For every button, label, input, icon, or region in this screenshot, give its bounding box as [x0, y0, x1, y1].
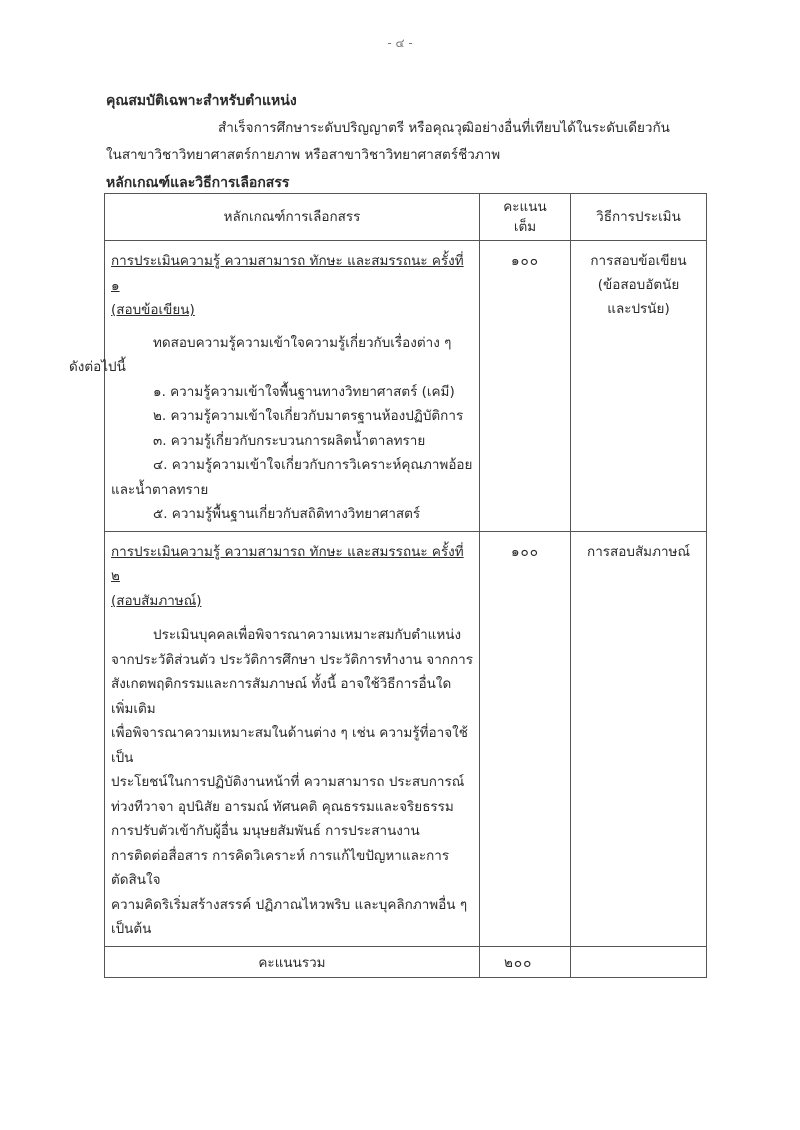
total-method-cell — [571, 946, 707, 977]
criterion-intro — [69, 331, 473, 380]
criterion-item: ๒. ความรู้ความเข้าใจเกี่ยวกับมาตรฐานห้องปฏิบัติการ — [153, 408, 464, 424]
description-line: ท่วงทีวาจา อุปนิสัย อารมณ์ ทัศนคติ คุณธรรมและจริยธรรม — [111, 798, 454, 815]
criterion-item: ๓. ความรู้เกี่ยวกับกระบวนการผลิตน้ำตาลทราย — [153, 432, 426, 449]
criterion-title-line1: การประเมินความรู้ ความสามารถ ทักษะ และสมรรถนะ ครั้งที่ ๑ — [111, 253, 464, 294]
description-line: การปรับตัวเข้ากับผู้อื่น มนุษยสัมพันธ์ การประสานงาน — [111, 823, 420, 839]
table-row — [105, 241, 707, 532]
criterion-item: ๕. ความรู้พื้นฐานเกี่ยวกับสถิติทางวิทยาศาสตร์ — [153, 506, 421, 522]
criterion-intro-line2: ดังต่อไปนี้ — [69, 359, 126, 375]
criterion-intro-line1: ทดสอบความรู้ความเข้าใจความรู้เกี่ยวกับเรื่องต่าง ๆ — [153, 334, 452, 351]
criterion-item: ๑. ความรู้ความเข้าใจพื้นฐานทางวิทยาศาสตร์ (เคมี) — [153, 383, 455, 400]
full-score-label-line1: คะแนน — [503, 199, 547, 215]
method-cell — [571, 241, 707, 532]
qualifications-text-line1: สำเร็จการศึกษาระดับปริญญาตรี หรือคุณวุฒิอย่างอื่นที่เทียบได้ในระดับเดียวกัน — [218, 120, 670, 136]
qualifications-heading: คุณสมบัติเฉพาะสำหรับตำแหน่ง — [106, 93, 297, 109]
table-row — [105, 531, 707, 946]
description-line: การติดต่อสื่อสาร การคิดวิเคราะห์ การแก้ไขปัญหาและการตัดสินใจ — [111, 847, 450, 888]
description-line: เพื่อพิจารณาความเหมาะสมในด้านต่าง ๆ เช่น ความรู้ที่อาจใช้เป็น — [111, 725, 468, 766]
method-cell — [571, 531, 707, 946]
full-score-label-line2: เต็ม — [513, 219, 537, 235]
criterion-item-continuation: และน้ำตาลทราย — [111, 481, 209, 498]
total-label: คะแนนรวม — [105, 946, 480, 977]
criterion-item: ๔. ความรู้ความเข้าใจเกี่ยวกับการวิเคราะห์คุณภาพอ้อย — [153, 457, 473, 473]
description-line: ประเมินบุคคลเพื่อพิจารณาความเหมาะสมกับตำแหน่ง — [153, 627, 462, 643]
column-header-criterion: หลักเกณฑ์การเลือกสรร — [105, 194, 480, 241]
method-line3: และปรนัย) — [607, 301, 670, 317]
method-line2: (ข้อสอบอัตนัย — [597, 277, 680, 293]
description-line: จากประวัติส่วนตัว ประวัติการศึกษา ประวัติการทำงาน จากการ — [111, 651, 473, 668]
total-score: ๒๐๐ — [480, 946, 571, 977]
page-number: - ๔ - — [387, 36, 413, 50]
criterion-description — [111, 623, 473, 942]
criterion-title-line2: (สอบสัมภาษณ์) — [111, 592, 202, 609]
description-line: สังเกตพฤติกรรมและการสัมภาษณ์ ทั้งนี้ อาจใช้วิธีการอื่นใดเพิ่มเติม — [111, 676, 452, 717]
qualifications-text-line2: ในสาขาวิชาวิทยาศาสตร์กายภาพ หรือสาขาวิชาวิทยาศาสตร์ชีวภาพ — [106, 147, 501, 163]
criteria-table — [69, 193, 707, 978]
criterion-title-line2: (สอบข้อเขียน) — [111, 302, 195, 318]
column-header-method: วิธีการประเมิน — [571, 194, 707, 241]
total-row — [105, 946, 707, 977]
criteria-heading: หลักเกณฑ์และวิธีการเลือกสรร — [106, 175, 290, 191]
full-score-cell: ๑๐๐ — [480, 241, 571, 532]
table-header-row — [105, 194, 707, 241]
description-line: ความคิดริเริ่มสร้างสรรค์ ปฏิภาณไหวพริบ และบุคลิกภาพอื่น ๆ — [111, 896, 468, 913]
full-score-cell: ๑๐๐ — [480, 531, 571, 946]
column-header-full-score — [480, 194, 571, 241]
method-line1: การสอบข้อเขียน — [590, 253, 687, 269]
criterion-cell — [105, 531, 480, 946]
description-line: เป็นต้น — [111, 921, 152, 937]
criterion-title-line1: การประเมินความรู้ ความสามารถ ทักษะ และสมรรถนะ ครั้งที่ ๒ — [111, 543, 464, 584]
description-line: ประโยชน์ในการปฏิบัติงานหน้าที่ ความสามารถ ประสบการณ์ — [111, 774, 465, 790]
method-line1: การสอบสัมภาษณ์ — [587, 543, 690, 560]
criterion-cell — [69, 241, 480, 532]
